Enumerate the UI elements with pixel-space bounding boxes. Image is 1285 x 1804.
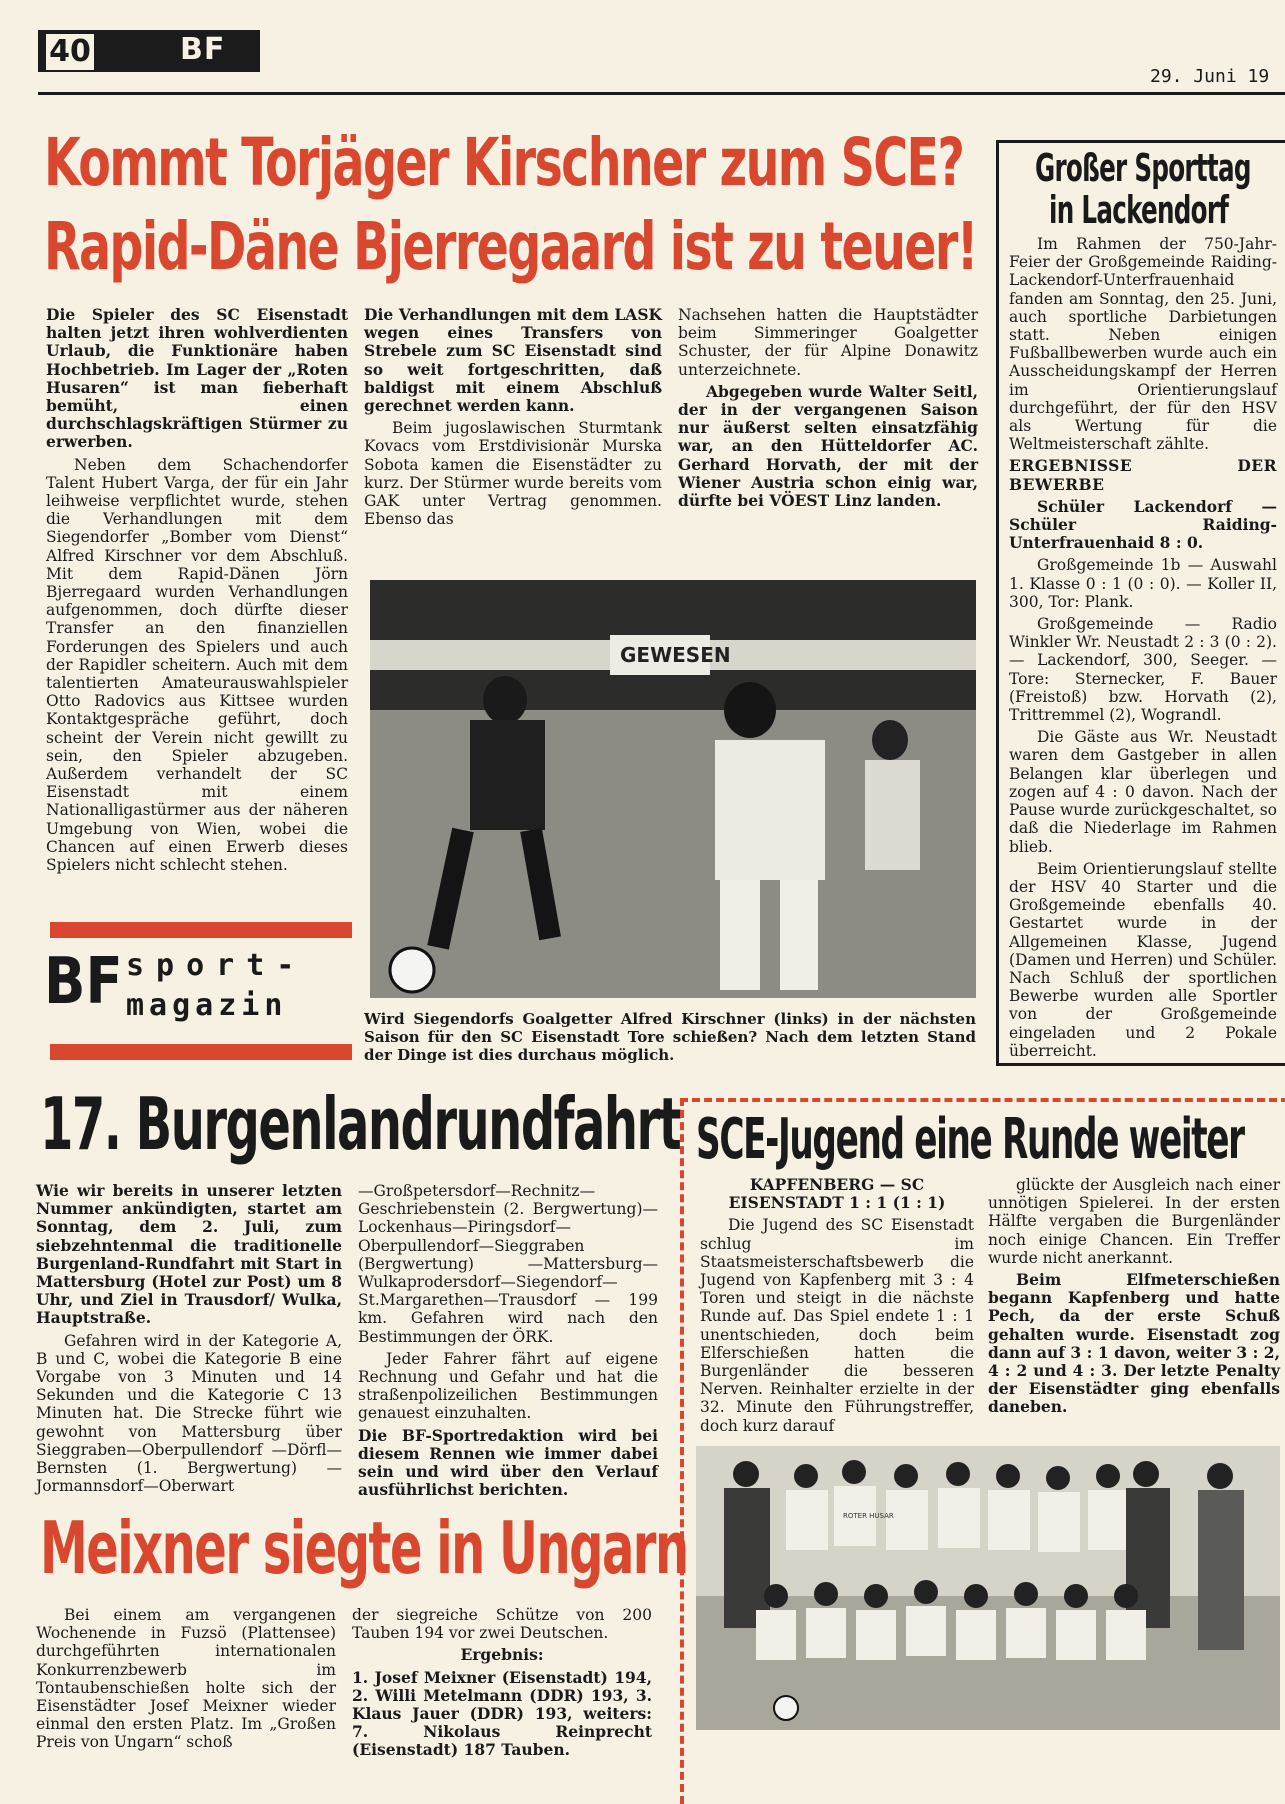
shirt-print: ROTER HUSAR bbox=[843, 1512, 894, 1520]
sce-score-line: KAPFENBERG — SC EISENSTADT 1 : 1 (1 : 1) bbox=[728, 1175, 946, 1213]
sidebar-para-3: Beim Orientierungslauf stellte der HSV 40 Starter und die Großgemeinde ebenfalls 40. Gestartet wurde in der Allgemeinen Klasse, Jugend (Damen und Herren) und Schüler. Nach Schluß der sportlichen Bewerbe wurden alle Sportler von der Großgemeinde eingeladen und 2 Pokale überreicht. bbox=[1009, 859, 1277, 1060]
player-1-body bbox=[470, 720, 545, 830]
player-1-head bbox=[483, 676, 527, 724]
main-headline-1: Kommt Torjäger Kirschner zum SCE? bbox=[44, 124, 964, 201]
sce-body-3: Beim Elfmeterschießen begann Kapfenberg und hatte Pech, da der erste Schuß gehalten wurde. Eisenstadt zog dann auf 3 : 1 davon, weiter 3 : 2, 4 : 2 und 4 : 3. Der letzte Penalty der Eisenstädter ging ebenfalls daneben. bbox=[988, 1270, 1280, 1417]
sidebar-intro: Im Rahmen der 750-Jahr-Feier der Großgemeinde Raiding-Lackendorf-Unterfrauenhaid fanden am Sonntag, den 25. Juni, auch sportliche Darbietungen statt. Neben einigen Fußballbewerben wurde auch ein Ausscheidungskampf der Herren im Orientierungslauf durchgeführt, der für den HSV als Wertung für die Weltmeisterschaft zählte. bbox=[1009, 235, 1277, 454]
page-number: 40 bbox=[44, 32, 96, 72]
sidebar-result-2: Großgemeinde 1b — Auswahl 1. Klasse 0 : 1 (0 : 0). — Koller II, 300, Tor: Plank. bbox=[1009, 556, 1277, 611]
rundfahrt-body-3: Jeder Fahrer fährt auf eigene Rechnung und Gefahr und hat die straßenpolizeilichen Bestimmungen genauest einzuhalten. bbox=[358, 1349, 658, 1423]
logo-sport: sport- bbox=[126, 948, 307, 983]
main-lead-2: Die Verhandlungen mit dem LASK wegen eines Transfers von Strebele zum SC Eisenstadt sind so weit fortgeschritten, daß baldigst mit einem Abschluß gerechnet werden kann. bbox=[364, 305, 662, 416]
main-column-3 bbox=[678, 306, 978, 514]
football-photo-svg bbox=[370, 580, 976, 998]
header-rule bbox=[38, 92, 1285, 95]
sidebar-result-3: Großgemeinde — Radio Winkler Wr. Neustadt 2 : 3 (0 : 2). — Lackendorf, 300, Seeger. — Tore: Sternecker, F. Bauer (Freistoß) bzw. Horvath (2), Trittremmel (2), Wograndl. bbox=[1009, 615, 1277, 725]
sce-headline: SCE-Jugend eine Runde weiter bbox=[696, 1107, 1244, 1172]
sidebar-box bbox=[996, 140, 1285, 1066]
issue-date: 29. Juni 19 bbox=[1150, 66, 1270, 87]
paper-name: BF bbox=[180, 32, 226, 67]
sidebar-title-1: Großer Sporttag bbox=[1035, 146, 1251, 190]
rundfahrt-body-2: —Großpetersdorf—Rechnitz—Geschriebenstein (2. Bergwertung)— Lockenhaus—Piringsdorf—Oberpullendorf—Sieggraben (Bergwertung) —Mattersburg—Wulkaprodersdorf—Siegendorf—St.Margarethen—Trausdorf — 199 km. Gefahren wird nach den Bestimmungen der ÖRK. bbox=[358, 1182, 658, 1346]
rundfahrt-headline: 17. Burgenlandrundfahrt bbox=[40, 1082, 681, 1166]
logo-magazin: magazin bbox=[126, 988, 288, 1023]
meixner-result-text: 1. Josef Meixner (Eisenstadt) 194, 2. Willi Metelmann (DDR) 193, 3. Klaus Jauer (DDR) 193, weiters: 7. Nikolaus Reinprecht (Eisenstadt) 187 Tauben. bbox=[352, 1667, 652, 1760]
meixner-headline: Meixner siegte in Ungarn bbox=[40, 1506, 688, 1590]
meixner-result-heading: Ergebnis: bbox=[460, 1645, 544, 1665]
sidebar-title-2: in Lackendorf bbox=[1049, 188, 1229, 232]
main-column-2 bbox=[364, 306, 662, 532]
team-football bbox=[774, 1696, 798, 1720]
ad-board-text: GEWESEN bbox=[620, 643, 731, 667]
meixner-body-2: der siegreiche Schütze von 200 Tauben 194 vor zwei Deutschen. bbox=[352, 1606, 652, 1643]
photo-caption: Wird Siegendorfs Goalgetter Alfred Kirschner (links) in der nächsten Saison für den SC Eisenstadt Tore schießen? Nach dem letzten Stand der Dinge ist dies durchaus möglich. bbox=[364, 1010, 976, 1064]
sce-body-1: Die Jugend des SC Eisenstadt schlug im Staatsmeisterschaftsbewerb die Jugend von Kapfenberg mit 3 : 4 Toren und steigt in die nächste Runde auf. Das Spiel endete 1 : 1 unentschieden, doch beim Elferschießen hatten die Burgenländer die besseren Nerven. Reinhalter erzielte in der 32. Minute den Führungstreffer, doch kurz darauf bbox=[700, 1216, 974, 1435]
football bbox=[390, 948, 434, 992]
sce-column-1 bbox=[700, 1176, 974, 1439]
sidebar-results-heading: ERGEBNISSE DER BEWERBE bbox=[1009, 456, 1277, 494]
player-2-body bbox=[715, 740, 825, 880]
logo-bf: BF bbox=[44, 945, 123, 1019]
rundfahrt-column-2 bbox=[358, 1182, 658, 1503]
team-photo-svg bbox=[696, 1446, 1280, 1730]
player-3-head bbox=[872, 720, 908, 760]
main-body-3-bold: Abgegeben wurde Walter Seitl, der in der vergangenen Saison nur äußerst selten einsatzfähig war, an den Hütteldorfer AC. Gerhard Horvath, der mit der Wiener Austria schon einig war, dürfte bei VÖEST Linz landen. bbox=[678, 381, 978, 511]
meixner-column-2 bbox=[352, 1606, 652, 1764]
rundfahrt-column-1 bbox=[36, 1182, 342, 1499]
rundfahrt-closing: Die BF-Sportredaktion wird bei diesem Rennen wie immer dabei sein und wird über den Verlauf ausführlichst berichten. bbox=[358, 1425, 658, 1500]
sce-body-2: glückte der Ausgleich nach einer unnötigen Spielerei. In der ersten Hälfte vergaben die Burgenländer noch einige Chancen. Ein Treffer wurde nicht anerkannt. bbox=[988, 1176, 1280, 1267]
football-match-photo bbox=[370, 580, 976, 998]
main-body-2: Beim jugoslawischen Sturmtank Kovacs vom Erstdivisionär Murska Sobota kamen die Eisenstädter zu kurz. Der Stürmer wurde bereits vom GAK unter Vertrag genommen. Ebenso das bbox=[364, 419, 662, 529]
logo-bar-bottom bbox=[50, 1044, 352, 1060]
main-lead: Die Spieler des SC Eisenstadt halten jetzt ihren wohlverdienten Urlaub, die Funktionäre haben Hochbetrieb. Im Lager der „Roten Husaren“ ist man fieberhaft bemüht, einen durchschlagskräftigen Stürmer zu erwerben. bbox=[46, 305, 348, 452]
meixner-column-1 bbox=[36, 1606, 336, 1756]
main-column-1 bbox=[46, 306, 348, 878]
sidebar-para-2: Die Gäste aus Wr. Neustadt waren dem Gastgeber in allen Belangen klar überlegen und zogen auf 4 : 0 davon. Nach der Pause wurde zurückgeschaltet, so daß die Niederlage im Rahmen blieb. bbox=[1009, 728, 1277, 856]
team-shirts bbox=[786, 1486, 1126, 1552]
team-photo bbox=[696, 1446, 1280, 1730]
sce-column-2 bbox=[988, 1176, 1280, 1421]
sidebar-result-1: Schüler Lackendorf — Schüler Raiding-Unterfrauenhaid 8 : 0. bbox=[1009, 496, 1277, 553]
rundfahrt-lead: Wie wir bereits in unserer letzten Nummer ankündigten, startet am Sonntag, dem 2. Juli, zum siebzehntenmal die traditionelle Burgenland-Rundfahrt mit Start in Mattersburg (Hotel zur Post) um 8 Uhr, und Ziel in Trausdorf/ Wulka, Hauptstraße. bbox=[36, 1181, 342, 1328]
logo-bar-top bbox=[50, 922, 352, 938]
player-2-head bbox=[724, 682, 776, 738]
rundfahrt-body-1: Gefahren wird in der Kategorie A, B und C, wobei die Kategorie B eine Vorgabe von 3 Minuten und 14 Sekunden und die Kategorie C 13 Minuten hat. Die Strecke führt wie gewohnt von Mattersburg über Sieggraben—Oberpullendorf —Dörfl—Bernsten (1. Bergwertung) —Jormannsdorf—Oberwart bbox=[36, 1331, 342, 1496]
main-body-3: Nachsehen hatten die Hauptstädter beim Simmeringer Goalgetter Schuster, der für Alpine Donawitz unterzeichnete. bbox=[678, 306, 978, 379]
main-body-1: Neben dem Schachendorfer Talent Hubert Varga, der für ein Jahr leihweise verpflichtet wurde, stehen die Verhandlungen mit dem Siegendorfer „Bomber vom Dienst“ Alfred Kirschner vor dem Abschluß. Mit dem Rapid-Dänen Jörn Bjerregaard wurden Verhandlungen aufgenommen, doch dürfte dieser Transfer an den finanziellen Forderungen des Spielers und auch der Rapidler scheitern. Auch mit dem talentierten Amateurauswahlspieler Otto Radovics aus Kittsee wurden Kontaktgespräche geführt, doch scheint der Verein nicht gewillt zu sein, den Spieler abzugeben. Außerdem verhandelt der SC Eisenstadt mit einem Nationalligastürmer aus der näheren Umgebung von Wien, wobei die Chancen auf einen Erwerb dieses Spielers nicht schlecht stehen. bbox=[46, 455, 348, 875]
meixner-body-1: Bei einem am vergangenen Wochenende in Fuzsö (Plattensee) durchgeführten internationalen Konkurrenzbewerb im Tontaubenschießen holte sich der Eisenstädter Josef Meixner wieder einmal den ersten Platz. Im „Großen Preis von Ungarn“ schoß bbox=[36, 1606, 336, 1752]
player-3-body bbox=[865, 760, 920, 870]
main-headline-2: Rapid-Däne Bjerregaard ist zu teuer! bbox=[44, 208, 977, 285]
